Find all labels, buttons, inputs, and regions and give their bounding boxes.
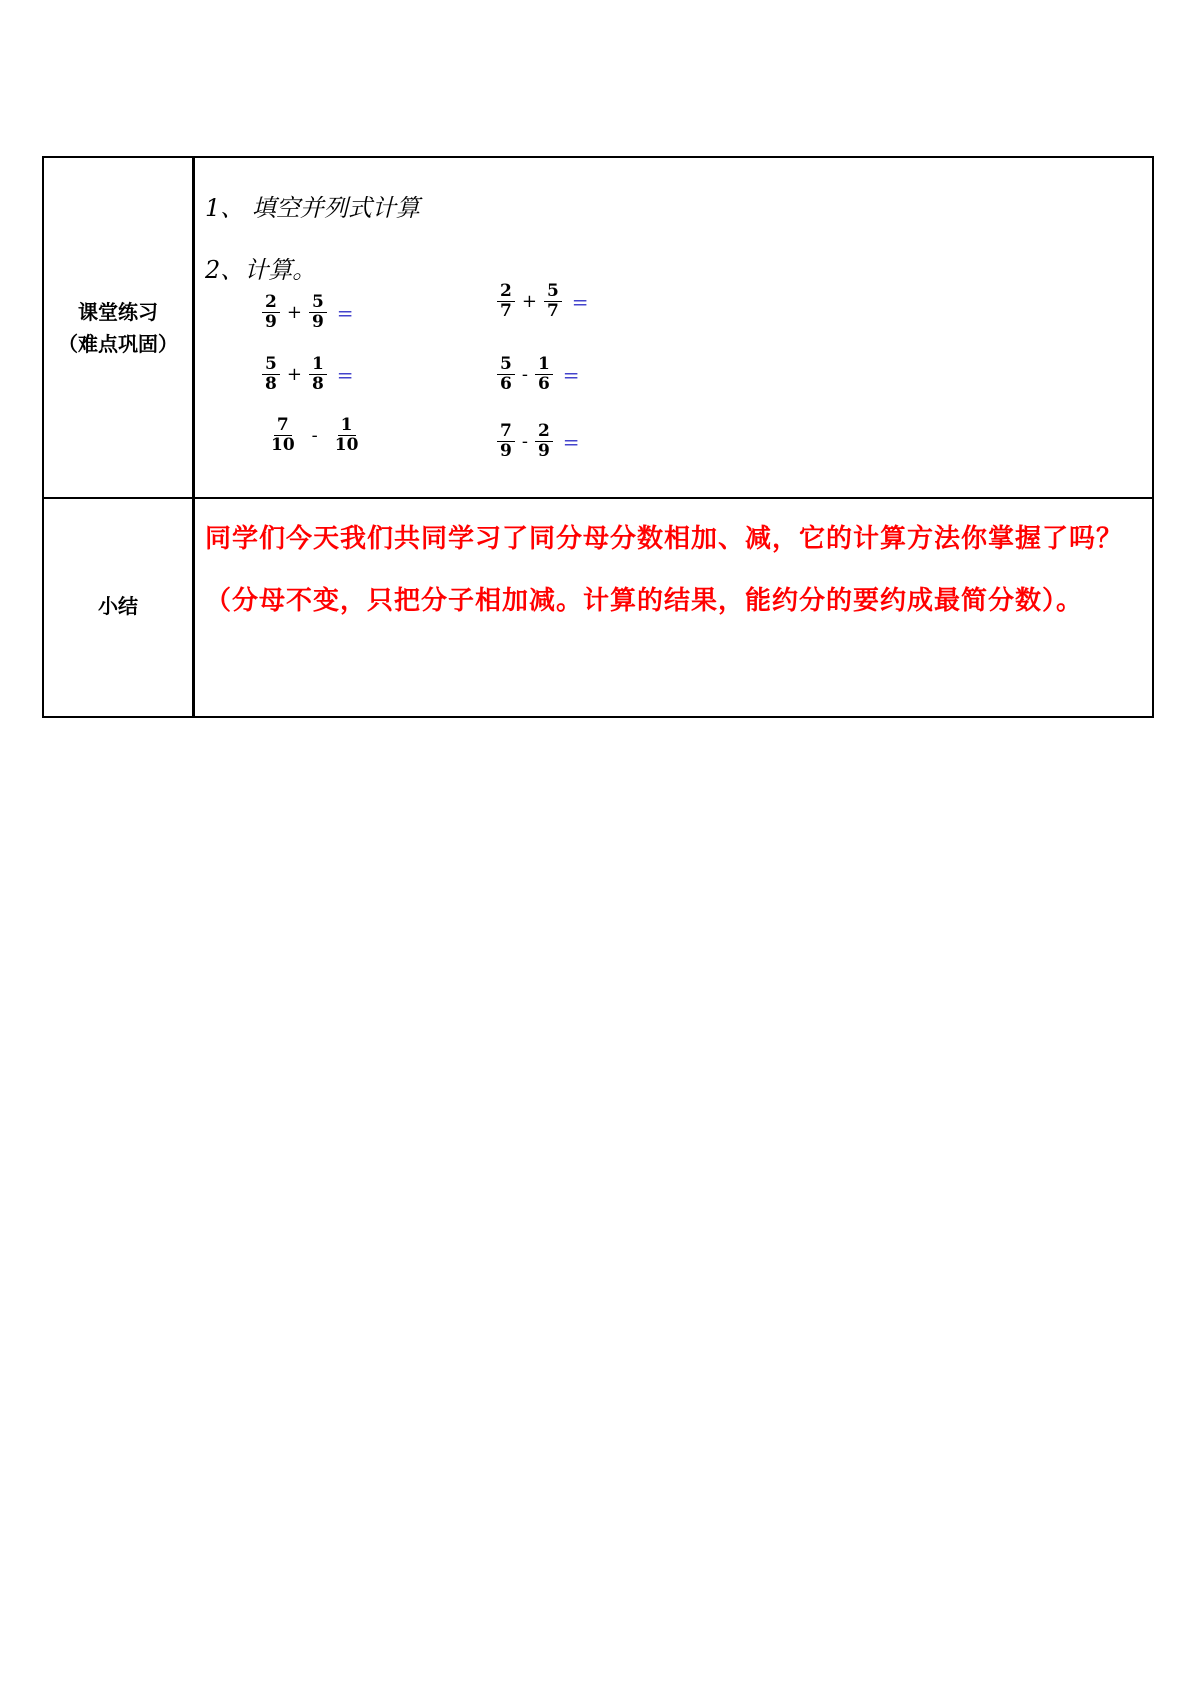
table-border-divider bbox=[192, 156, 195, 718]
fraction-a: $\frac{2}{7}$ bbox=[497, 282, 515, 321]
equals-sign: = bbox=[562, 429, 580, 454]
heading-fill-in: 1、 填空并列式计算 bbox=[205, 194, 420, 222]
table-border-left bbox=[42, 156, 44, 718]
equals-sign: = bbox=[336, 300, 354, 325]
expression-2 bbox=[497, 282, 589, 321]
fraction-a: $\frac{5}{8}$ bbox=[262, 355, 280, 394]
fraction-b: $\frac{5}{7}$ bbox=[544, 282, 562, 321]
fraction-b: $\frac{2}{9}$ bbox=[535, 422, 553, 461]
fraction-b: $\frac{1}{8}$ bbox=[309, 355, 327, 394]
heading-calculate: 2、计算。 bbox=[205, 256, 317, 284]
row-label-summary: 小结 bbox=[98, 594, 138, 618]
equals-sign: = bbox=[562, 362, 580, 387]
fraction-a: $\frac{7}{10}$ bbox=[271, 415, 295, 455]
operator: - bbox=[521, 364, 528, 385]
fraction-b: $\frac{5}{9}$ bbox=[309, 293, 327, 332]
table-border-right bbox=[1152, 156, 1154, 718]
expression-3 bbox=[262, 355, 354, 394]
table-border-middle bbox=[42, 497, 1154, 499]
expression-6 bbox=[497, 422, 580, 461]
operator: + bbox=[286, 302, 302, 323]
fraction-a: $\frac{5}{6}$ bbox=[497, 355, 515, 394]
summary-text: 同学们今天我们共同学习了同分母分数相加、减，它的计算方法你掌握了吗？（分母不变，只把分子相加减。计算的结果，能约分的要约成最简分数）。 bbox=[205, 524, 1124, 616]
label-line-2: （难点巩固） bbox=[58, 332, 178, 356]
operator: + bbox=[521, 291, 537, 312]
fraction-b: $\frac{1}{6}$ bbox=[535, 355, 553, 394]
equals-sign: = bbox=[336, 362, 354, 387]
operator: - bbox=[311, 425, 318, 446]
row-label-practice bbox=[44, 296, 192, 360]
operator: - bbox=[521, 431, 528, 452]
operator: + bbox=[286, 364, 302, 385]
fraction-a: $\frac{7}{9}$ bbox=[497, 422, 515, 461]
expression-4 bbox=[497, 355, 580, 394]
expression-5 bbox=[268, 416, 371, 455]
fraction-a: $\frac{2}{9}$ bbox=[262, 293, 280, 332]
expression-1 bbox=[262, 293, 354, 332]
fraction-b: $\frac{1}{10}$ bbox=[334, 415, 359, 455]
equals-sign: = bbox=[571, 289, 589, 314]
table-border-top bbox=[42, 156, 1154, 158]
table-border-bottom bbox=[42, 716, 1154, 718]
label-line-1: 课堂练习 bbox=[78, 300, 158, 324]
